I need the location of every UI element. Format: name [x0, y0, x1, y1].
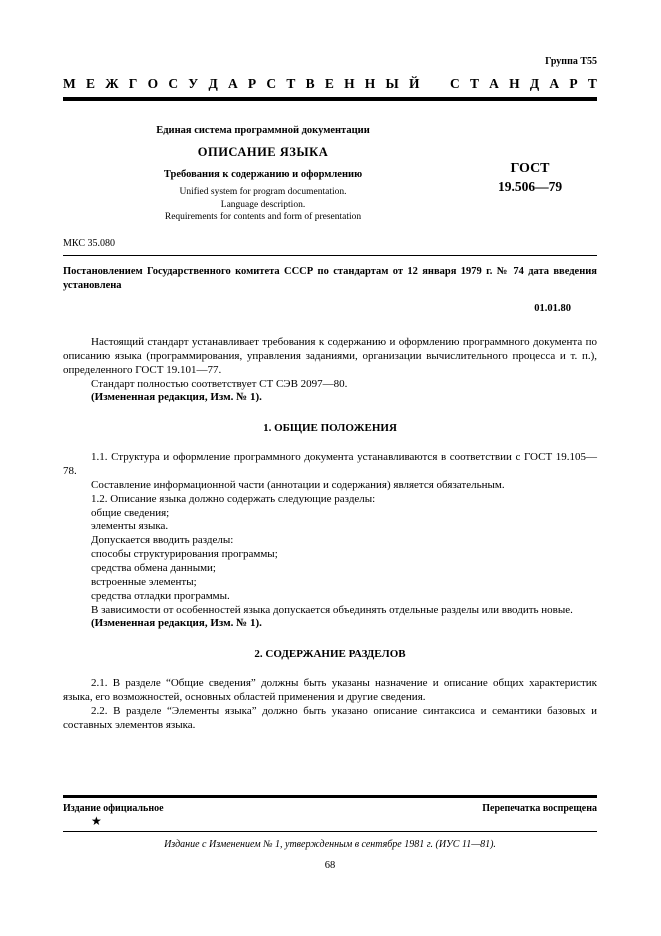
header-letter: А	[549, 76, 560, 91]
paragraph: (Измененная редакция, Изм. № 1).	[91, 617, 262, 630]
paragraph: средства обмена данными;	[91, 561, 216, 574]
page-number: 68	[324, 860, 336, 871]
header-letter: С	[449, 76, 460, 91]
interstate-standard-header	[63, 76, 597, 92]
header-letter: Ж	[105, 76, 119, 91]
section-heading: 2. СОДЕРЖАНИЕ РАЗДЕЛОВ	[254, 648, 406, 661]
paragraph: 2.2. В разделе “Элементы языка” должно быть указано описание синтаксиса и семантики базовых и составных элементов языка.	[63, 704, 597, 731]
header-letter: Н	[509, 76, 520, 91]
footer-rule	[63, 795, 597, 798]
header-letter: Е	[85, 76, 95, 91]
paragraph: общие сведения;	[91, 506, 170, 519]
title-block	[63, 125, 597, 224]
doc-title: ОПИСАНИЕ ЯЗЫКА	[197, 145, 329, 159]
paragraph: 1.2. Описание языка должно содержать следующие разделы:	[91, 492, 376, 505]
document-body	[63, 336, 597, 733]
designation-gost: ГОСТ	[510, 161, 550, 176]
header-letter: Д	[529, 76, 540, 91]
effective-date: 01.01.80	[534, 302, 571, 314]
header-letter: У	[188, 76, 199, 91]
decree-paragraph: Постановлением Государственного комитета СССР по стандартам от 12 января 1979 г. № 74 дата введения установлена	[63, 265, 597, 291]
paragraph: (Измененная редакция, Изм. № 1).	[91, 391, 262, 404]
mks-code: МКС 35.080	[63, 237, 115, 249]
header-letter: О	[147, 76, 159, 91]
doc-title-english-line: Language description.	[220, 199, 306, 210]
header-letter: Е	[324, 76, 334, 91]
header-letter: Ы	[385, 76, 399, 91]
header-letter: С	[266, 76, 277, 91]
header-letter: Д	[208, 76, 218, 91]
designation-number: 19.506—79	[497, 179, 563, 194]
doc-title-english-line: Requirements for contents and form of presentation	[164, 212, 362, 223]
paragraph: Составление информационной части (аннотации и содержания) является обязательным.	[91, 478, 505, 491]
edition-note: Издание с Изменением № 1, утвержденным в сентябре 1981 г. (ИУС 11—81).	[164, 839, 496, 850]
paragraph: Допускается вводить разделы:	[91, 534, 234, 547]
header-letter: С	[168, 76, 179, 91]
header-letter: Н	[344, 76, 355, 91]
doc-system-title: Единая система программной документации	[156, 125, 370, 136]
header-letter: Р	[247, 76, 257, 91]
header-letter: Т	[286, 76, 296, 91]
paragraph: Стандарт полностью соответствует СТ СЭВ 2097—80.	[91, 377, 348, 390]
header-rule	[63, 97, 597, 101]
doc-title-english-line: Unified system for program documentation.	[179, 187, 347, 197]
divider-rule	[63, 255, 597, 256]
reprint-prohibited-label: Перепечатка воспрещена	[482, 803, 597, 814]
header-letter: Й	[409, 76, 420, 91]
star-icon: ★	[91, 814, 102, 828]
footer-divider-rule	[63, 831, 597, 832]
header-letter: В	[305, 76, 315, 91]
header-letter: А	[489, 76, 499, 91]
page-footer	[63, 795, 597, 871]
header-letter: Т	[469, 76, 479, 91]
section-heading: 1. ОБЩИЕ ПОЛОЖЕНИЯ	[263, 422, 397, 435]
header-letter: Т	[587, 76, 597, 91]
paragraph: средства отладки программы.	[91, 589, 230, 602]
header-letter: М	[63, 76, 76, 91]
paragraph: 2.1. В разделе “Общие сведения” должны быть указаны назначение и описание общих характеристик языка, его возможностей, основных областей применения и другие сведения.	[63, 677, 597, 703]
paragraph: встроенные элементы;	[91, 575, 197, 588]
title-column	[63, 125, 463, 224]
paragraph: Настоящий стандарт устанавливает требования к содержанию и оформлению программного документа по описанию языка (программирования, управления заданиями, организации вычислительного процесса и т. п.), определенного ГОСТ 19.101—77.	[63, 335, 597, 376]
paragraph: элементы языка.	[91, 520, 169, 533]
group-label: Группа Т55	[545, 56, 597, 67]
header-letter: А	[227, 76, 238, 91]
footer-row	[63, 803, 597, 814]
standard-designation	[463, 125, 597, 224]
header-letter: Г	[128, 76, 138, 91]
doc-title-english	[63, 186, 463, 224]
header-letter: Р	[569, 76, 578, 91]
paragraph: 1.1. Структура и оформление программного документа устанавливаются в соответствии с ГОСТ 19.105—78.	[63, 451, 597, 477]
paragraph: В зависимости от особенностей языка допускается объединять отдельные разделы или вводить новые.	[91, 603, 573, 616]
header-letter: Н	[364, 76, 376, 91]
paragraph: способы структурирования программы;	[91, 548, 278, 561]
doc-subtitle: Требования к содержанию и оформлению	[163, 169, 363, 180]
header-letter	[430, 76, 440, 92]
official-edition-label: Издание официальное	[63, 803, 164, 814]
